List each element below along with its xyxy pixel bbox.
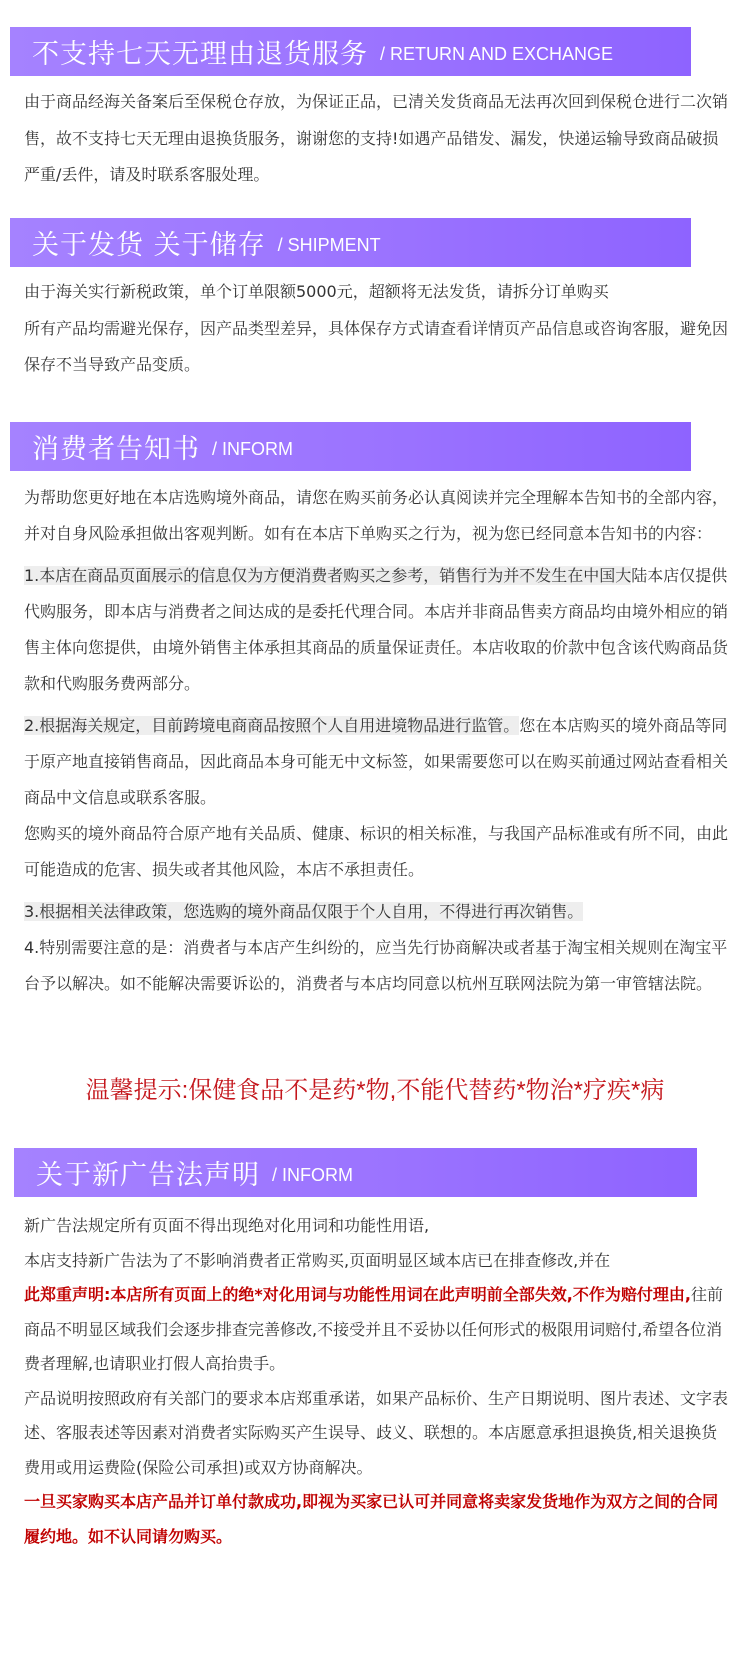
inform-item2-rest: 您在本店购买的境外商品等同于原产地直接销售商品，因此商品本身可能无中文标签，如果需要您可以在购买前通过网站查看相关商品中文信息或联系客服。 — [24, 716, 729, 807]
returns-subtitle: / RETURN AND EXCHANGE — [380, 44, 614, 64]
shipment-subtitle: / SHIPMENT — [277, 235, 381, 255]
inform-item2-extra: 您购买的境外商品符合原产地有关品质、健康、标识的相关标准，与我国产品标准或有所不同，由此可能造成的危害、损失或者其他风险，本店不承担责任。 — [24, 824, 729, 879]
returns-banner — [10, 27, 691, 76]
shipment-line2: 所有产品均需避光保存，因产品类型差异，具体保存方式请查看详情页产品信息或咨询客服，避免因保存不当导致产品变质。 — [24, 318, 729, 374]
inform-subtitle: / INFORM — [212, 439, 293, 459]
returns-body — [24, 84, 729, 194]
inform-item2-highlight: 2.根据海关规定，目前跨境电商商品按照个人自用进境物品进行监管。 — [24, 716, 520, 735]
adlaw-banner — [14, 1148, 697, 1197]
adlaw-line4: 产品说明按照政府有关部门的要求本店郑重承诺，如果产品标价、生产日期说明、图片表述、文字表述、客服表述等因素对消费者实际购买产生误导、歧义、联想的。本店愿意承担退换货,相关退换货费用或用运费险(保险公司承担)或双方协商解决。 — [24, 1388, 729, 1477]
shipment-banner — [10, 218, 691, 267]
inform-item1-highlight: 1.本店在商品页面展示的信息仅为方便消费者购买之参考，销售行为并不发生在中国大 — [24, 566, 632, 585]
adlaw-title: 关于新广告法声明 — [36, 1160, 260, 1191]
inform-item3-highlight: 3.根据相关法律政策，您选购的境外商品仅限于个人自用，不得进行再次销售。 — [24, 902, 584, 921]
returns-text: 由于商品经海关备案后至保税仓存放，为保证正品，已清关发货商品无法再次回到保税仓进行二次销售，故不支持七天无理由退换货服务，谢谢您的支持!如遇产品错发、漏发，快递运输导致商品破损严重/丢件，请及时联系客服处理。 — [24, 92, 729, 184]
inform-banner — [10, 422, 691, 471]
inform-item2 — [24, 708, 729, 816]
shipment-body — [24, 274, 729, 384]
adlaw-line2: 本店支持新广告法为了不影响消费者正常购买,页面明显区域本店已在排查修改,并在 — [24, 1250, 611, 1270]
inform-title: 消费者告知书 — [32, 434, 200, 465]
inform-item4: 4.特别需要注意的是：消费者与本店产生纠纷的，应当先行协商解决或者基于淘宝相关规则在淘宝平台予以解决。如不能解决需要诉讼的，消费者与本店均同意以杭州互联网法院为第一审管辖法院。 — [24, 938, 728, 993]
inform-item3 — [24, 894, 729, 930]
adlaw-body — [24, 1209, 729, 1554]
returns-title: 不支持七天无理由退货服务 — [32, 39, 368, 70]
adlaw-subtitle: / INFORM — [272, 1165, 353, 1185]
adlaw-line3 — [24, 1278, 729, 1382]
inform-item1-rest: 陆本店仅提供代购服务，即本店与消费者之间达成的是委托代理合同。本店并非商品售卖方商品均由境外相应的销售主体向您提供，由境外销售主体承担其商品的质量保证责任。本店收取的价款中包含该代购商品货款和代购服务费两部分。 — [24, 566, 729, 693]
inform-intro: 为帮助您更好地在本店选购境外商品，请您在购买前务必认真阅读并完全理解本告知书的全部内容，并对自身风险承担做出客观判断。如有在本店下单购买之行为，视为您已经同意本告知书的内容： — [24, 488, 729, 543]
adlaw-line3-rest: 往前商品不明显区域我们会逐步排查完善修改,不接受并且不妥协以任何形式的极限用词赔付,希望各位消费者理解,也请职业打假人高抬贵手。 — [24, 1285, 723, 1373]
adlaw-line5: 一旦买家购买本店产品并订单付款成功,即视为买家已认可并同意将卖家发货地作为双方之间的合同履约地。如不认同请勿购买。 — [24, 1492, 719, 1546]
health-food-warning: 温馨提示:保健食品不是药*物,不能代替药*物治*疗疾*病 — [85, 1077, 665, 1104]
adlaw-line1: 新广告法规定所有页面不得出现绝对化用词和功能性用语, — [24, 1216, 430, 1235]
shipment-line1: 由于海关实行新税政策，单个订单限额5000元，超额将无法发货，请拆分订单购买 — [24, 282, 609, 301]
adlaw-line3-bold: 此郑重声明:本店所有页面上的绝*对化用词与功能性用词在此声明前全部失效,不作为赔付理由, — [24, 1285, 691, 1304]
inform-body — [24, 480, 729, 1002]
inform-item1 — [24, 558, 729, 702]
shipment-title: 关于发货 关于储存 — [32, 230, 266, 261]
